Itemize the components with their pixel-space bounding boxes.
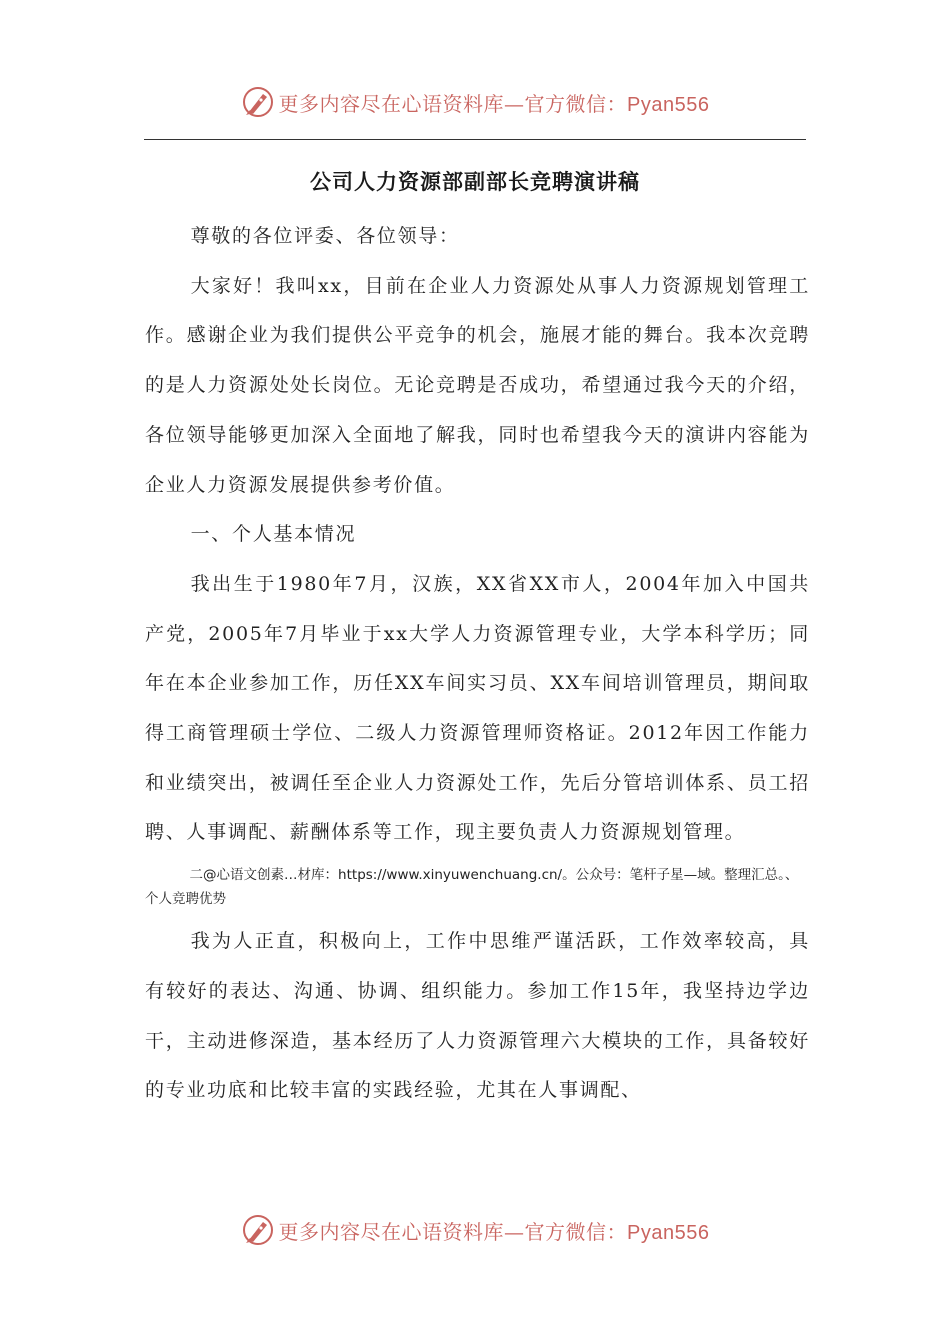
section-heading: 一、个人基本情况 <box>190 523 357 546</box>
banner-label: 更多内容尽在心语资料库—官方微信： <box>278 91 628 116</box>
header-divider <box>144 139 806 140</box>
wechat-id: Pyan556 <box>627 1221 710 1244</box>
footer-banner <box>0 1208 950 1252</box>
salutation: 尊敬的各位评委、各位领导： <box>190 225 460 247</box>
pen-nib-logo-icon <box>241 85 275 119</box>
pen-nib-logo-icon <box>241 1213 275 1247</box>
wechat-id: Pyan556 <box>627 93 710 116</box>
banner-text <box>279 88 710 117</box>
watermark-note: 二@心语文创素…材库：https://www.xinyuwenchuang.cn/。公众号：笔杆子星—域。整理汇总。、个人竞聘优势 <box>145 867 799 908</box>
banner-label: 更多内容尽在心语资料库—官方微信： <box>278 1219 628 1244</box>
paragraph: 大家好！我叫xx，目前在企业人力资源处从事人力资源规划管理工作。感谢企业为我们提供公平竞争的机会，施展才能的舞台。我本次竞聘的是人力资源处处长岗位。无论竞聘是否成功，希望通过我今天的介绍，各位领导能够更加深入全面地了解我，同时也希望我今天的演讲内容能为企业人力资源发展提供参考价值。 <box>145 274 810 496</box>
header-banner <box>0 80 950 124</box>
document-title: 公司人力资源部副部长竞聘演讲稿 <box>310 170 640 194</box>
banner-text <box>279 1216 710 1245</box>
paragraph: 我为人正直，积极向上，工作中思维严谨活跃，工作效率较高，具有较好的表达、沟通、协调、组织能力。参加工作15年，我坚持边学边干，主动进修深造，基本经历了人力资源管理六大模块的工作，具备较好的专业功底和比较丰富的实践经验，尤其在人事调配、 <box>145 930 810 1102</box>
paragraph: 我出生于1980年7月，汉族，XX省XX市人，2004年加入中国共产党，2005年7月毕业于xx大学人力资源管理专业，大学本科学历；同年在本企业参加工作，历任XX车间实习员、XX车间培训管理员，期间取得工商管理硕士学位、二级人力资源管理师资格证。2012年因工作能力和业绩突出，被调任至企业人力资源处工作，先后分管培训体系、员工招聘、人事调配、薪酬体系等工作，现主要负责人力资源规划管理。 <box>145 572 810 844</box>
document-body <box>145 212 810 1116</box>
